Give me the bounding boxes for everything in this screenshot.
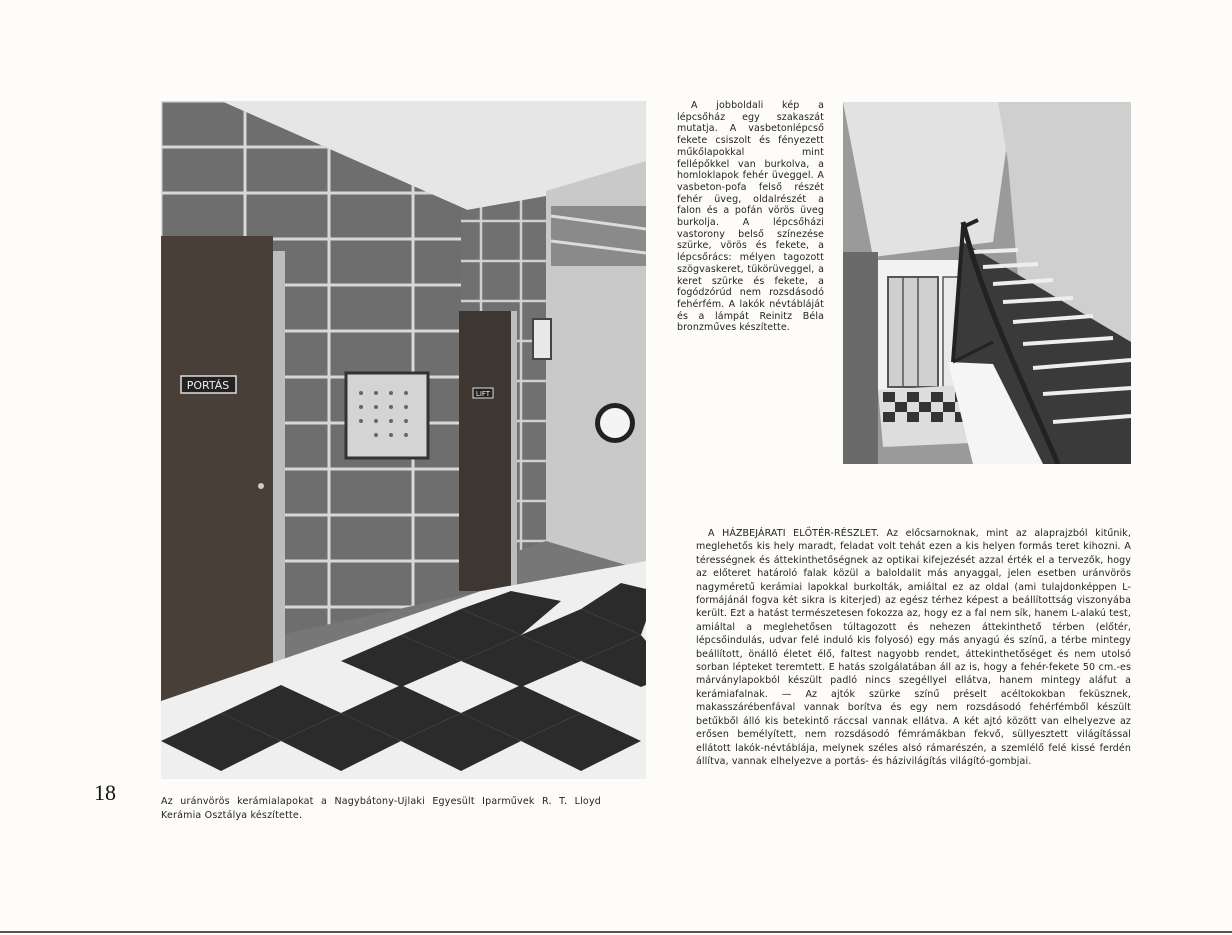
- page-bottom-rule: [0, 931, 1232, 933]
- portas-door-sign: PORTÁS: [186, 379, 230, 392]
- staircase-photo: [843, 102, 1131, 464]
- entrance-hall-illustration: [161, 101, 646, 779]
- staircase-description: A jobboldali kép a lépcsőház egy szakaszát mutatja. A vasbetonlépcső fekete csiszolt és fényezett műkőlapokkal mint fellépőkkel van burkolva, a homloklapok fehér üveggel. A vasbeton-pofa felső részét fehér üveg, oldalrészét a falon és a pofán vörös üveg burkolja. A lépcsőházi vastorony belső színezése szürke, vörös és fekete, a lépcsőrács: mélyen tagozott szögvaskeret, tükörüveggel, a keret szürke és fekete, a fogódzórúd nem rozsdásodó fehérfém. A lakók névtábláját és a lámpát Reinitz Béla bronzműves készítette.: [677, 100, 824, 334]
- staircase-illustration: [843, 102, 1131, 464]
- page-number: 18: [94, 780, 116, 805]
- entrance-hall-photo: [161, 101, 646, 779]
- lift-door-sign: LIFT: [475, 390, 491, 398]
- photo-caption: Az uránvörös kerámialapokat a Nagybátony-Ujlaki Egyesült Iparművek R. T. Lloyd Kerámia Osztálya készítette.: [161, 796, 601, 821]
- entrance-hall-article-text: A HÁZBEJÁRATI ELŐTÉR-RÉSZLET. Az előcsarnoknak, mint az alaprajzból kitűnik, meglehetős kis hely maradt, feladat volt tehát ezen a kis helyen formás teret kihozni. A térességnek és áttekinthetőségnek az optikai kifejezését azzal érték el a tervezők, hogy az előteret határoló falak közül a baloldalit más anyaggal, jelen esetben uránvörös nagyméretű kerámiai lapokkal burkolták, amiáltal ez az oldal (ami tulajdonképpen L-formájánál fogva két sikra is kiterjed) az egész térhez képest a beállítottság viszonyába került. Ezt a hatást természetesen fokozza az, hogy ez a fal nem sík, hanem L-alakú test, amiáltal a meglehetősen túltagozott és nehezen áttekinthető térben (előtér, lépcsőindulás, udvar felé induló kis folyosó) egy más anyagú és színű, a térbe mintegy beállított, önálló életet élő, faltest nagyobb rendet, áttekinthetőséget és nem utolsó sorban lépteket teremtett. E hatás szolgálatában áll az is, hogy a fehér-fekete 50 cm.-es márványlapokból készült padló nincs szegéllyel ellátva, hanem mintegy aláfut a kerámiafalnak. — Az ajtók szürke színű préselt acéltokokban feküsznek, makasszárébenfával vannak borítva és egy nem rozsdásodó fehérfémből készült betűkből álló kis betekintő ráccsal vannak ellátva. A két ajtó között van elhelyezve az erősen bemélyített, nem rozsdásodó fémrámákban fekvő, süllyesztett világítással ellátott lakók-névtáblája, melynek széles alsó rámarészén, a szemlélő felé kissé ferdén állítva, vannak elhelyezve a portás- és házivilágítás világító-gombjai.: [696, 528, 1131, 767]
